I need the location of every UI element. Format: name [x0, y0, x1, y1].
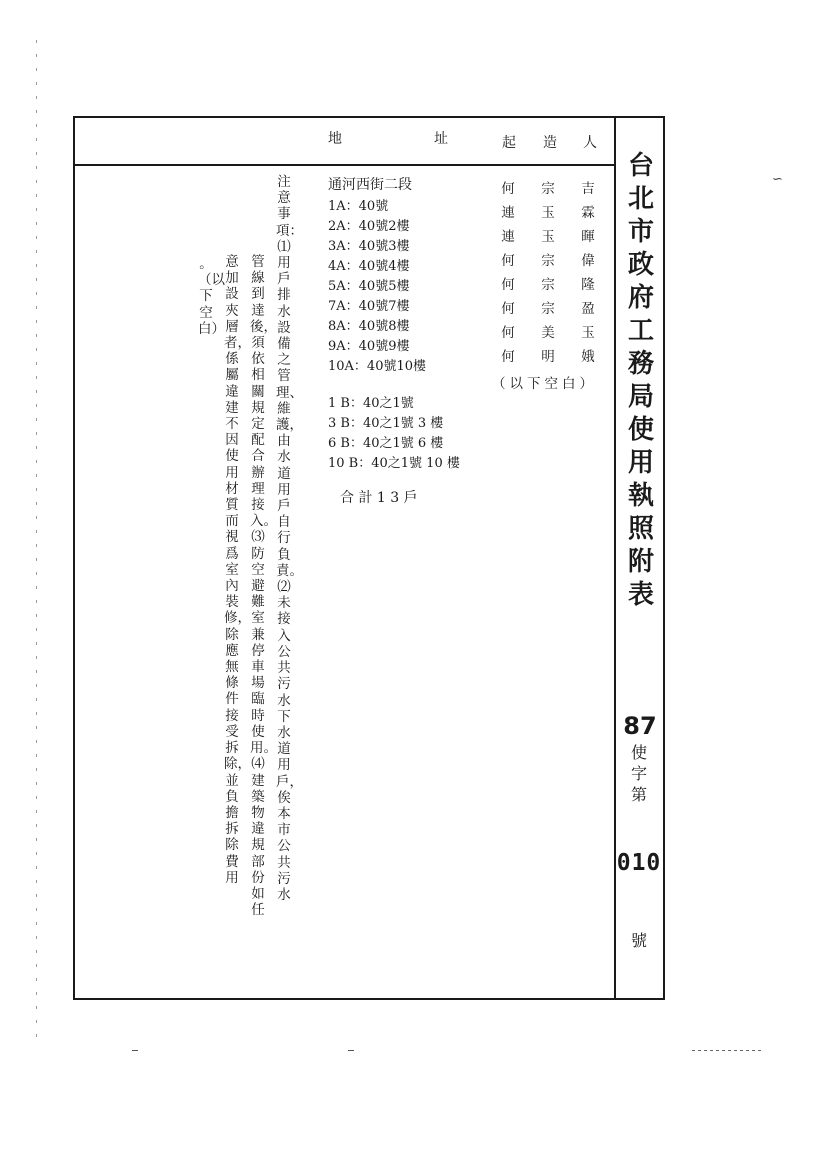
owner-row	[488, 225, 608, 245]
owner-name-char: 盈	[581, 301, 595, 317]
scan-mark	[348, 1050, 354, 1051]
address-row: 3A：40號3樓	[328, 239, 410, 254]
header-divider	[73, 164, 616, 166]
license-year: 87	[623, 712, 657, 740]
owner-row	[488, 201, 608, 221]
owner-name-char: 何	[501, 349, 515, 365]
notes-column-2: 管線到達後，須依相關規定配合辦理接入。⑶防空避難室兼停車場臨時使用。⑷建築物違規部份如任	[250, 254, 277, 919]
form-title-char: 照	[627, 514, 654, 544]
owner-name-char: 連	[501, 205, 515, 221]
address-header-label-2: 址	[434, 131, 448, 147]
address-row: 3 B：40之1號 3 樓	[328, 416, 444, 431]
form-title-char: 市	[627, 217, 654, 247]
address-row: 7A：40號7樓	[328, 299, 410, 314]
license-suffix: 號	[630, 931, 647, 950]
form-title-char: 北	[627, 184, 654, 214]
form-title-char: 用	[627, 448, 654, 478]
scan-mark: ∽	[772, 172, 783, 187]
owner-name-char: 美	[541, 325, 555, 341]
owner-name-char: 吉	[581, 181, 595, 197]
owner-name-char: 霖	[581, 205, 595, 221]
license-number: 010	[616, 850, 662, 876]
address-row: 9A：40號9樓	[328, 339, 410, 354]
owner-name-char: 偉	[581, 253, 595, 269]
owner-row	[488, 177, 608, 197]
form-title-char: 工	[627, 316, 654, 346]
owner-row	[488, 321, 608, 341]
owner-name-char: 明	[541, 349, 555, 365]
owner-name-char: 連	[501, 229, 515, 245]
form-title-char: 執	[627, 481, 654, 511]
owner-name-char: 宗	[541, 301, 555, 317]
owner-name-char: 宗	[541, 277, 555, 293]
form-title-char: 府	[627, 283, 654, 313]
owner-name-char: 何	[501, 277, 515, 293]
owner-header-label-1: 起	[502, 135, 516, 151]
notes-column-1: 注意事項：⑴用戶排水設備之管理、維護，由水道用戶自行負責。⑵未接入公共污水下水道用戶，俟本市公共污水	[276, 174, 303, 903]
owner-name-char: 何	[501, 181, 515, 197]
notes-column-3: 意加設夾層者，係屬違建不因使用材質而視爲室內裝修，除應無條件接受拆除，並負擔拆除費用	[224, 254, 251, 886]
owner-name-char: 玉	[541, 229, 555, 245]
form-title-char: 使	[627, 415, 654, 445]
address-row: 1 B：40之1號	[328, 396, 414, 411]
form-title	[624, 150, 658, 612]
owner-name-char: 玉	[581, 325, 595, 341]
owner-row	[488, 297, 608, 317]
owner-name-char: 宗	[541, 181, 555, 197]
owner-row	[488, 273, 608, 293]
address-row: 10A：40號10樓	[328, 359, 427, 374]
owner-name-char: 暉	[581, 229, 595, 245]
scan-mark	[36, 40, 37, 1040]
address-row: 1A：40號	[328, 199, 389, 214]
owner-row	[488, 345, 608, 365]
owner-header-label-2: 造	[543, 135, 557, 151]
address-street: 通河西街二段	[328, 177, 412, 193]
form-title-char: 附	[627, 547, 654, 577]
address-row: 2A：40號2樓	[328, 219, 410, 234]
owner-row	[488, 249, 608, 269]
owner-name-char: 宗	[541, 253, 555, 269]
owner-name-char: 隆	[581, 277, 595, 293]
license-char-label: 使字第	[630, 743, 647, 804]
form-title-char: 政	[627, 250, 654, 280]
form-title-char: 務	[627, 349, 654, 379]
owner-header-label-3: 人	[583, 135, 597, 151]
owner-name-char: 何	[501, 325, 515, 341]
owner-blank-note: （以下空白）	[492, 376, 597, 392]
notes-column-4: 。（以下空白）	[198, 256, 225, 337]
scan-mark	[692, 1050, 762, 1051]
address-row: 5A：40號5樓	[328, 279, 410, 294]
form-title-char: 局	[627, 382, 654, 412]
form-title-char: 表	[627, 580, 654, 610]
owner-name-char: 玉	[541, 205, 555, 221]
owner-name-char: 何	[501, 301, 515, 317]
owner-name-char: 娥	[581, 349, 595, 365]
scan-mark	[132, 1050, 138, 1051]
form-title-char: 台	[627, 151, 654, 181]
address-row: 4A：40號4樓	[328, 259, 410, 274]
address-row: 8A：40號8樓	[328, 319, 410, 334]
address-row: 6 B：40之1號 6 樓	[328, 436, 444, 451]
address-row: 10 B：40之1號 10 樓	[328, 456, 460, 471]
address-total: 合 計 1 3 戶	[340, 490, 418, 506]
address-header-label-1: 地	[328, 131, 342, 147]
owner-name-char: 何	[501, 253, 515, 269]
